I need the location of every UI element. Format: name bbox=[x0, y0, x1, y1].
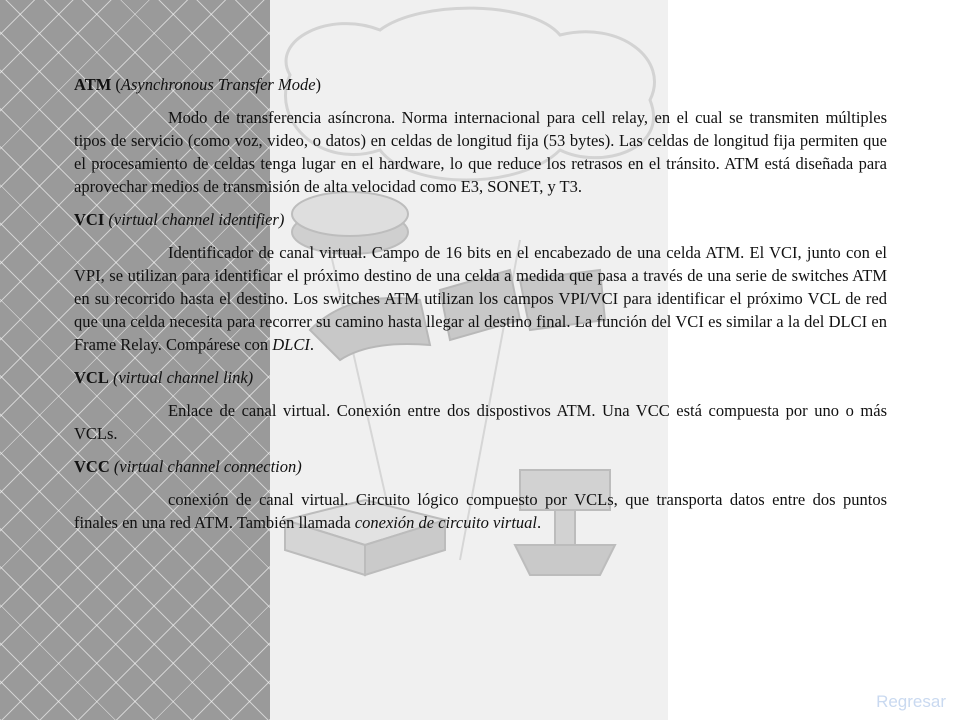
atm-paren-open: ( bbox=[111, 75, 121, 94]
vcc-definition-ref: conexión de circuito virtual bbox=[354, 513, 538, 532]
entry-atm-definition: Modo de transferencia asíncrona. Norma internacional para cell relay, en el cual se transmiten múltiples tipos de servicio (como voz, video, o datos) en celdas de longitud fija (53 bytes). Las celdas de longitud fija permiten que el procesamiento de celdas tenga lugar en el hardware, lo que reduce los retrasos en el tránsito. ATM está diseñada para aprovechar medios de transmisión de alta velocidad como E3, SONET, y T3. bbox=[74, 108, 887, 196]
entry-vcc-heading bbox=[74, 455, 887, 478]
term-vcl-expansion: (virtual channel link) bbox=[108, 368, 254, 387]
vci-definition-ref: DLCI bbox=[272, 335, 310, 354]
vci-definition-text: Identificador de canal virtual. Campo de 16 bits en el encabezado de una celda ATM. El VCI, junto con el VPI, se utilizan para identificar el próximo destino de una celda a medida que pasa a través de una serie de switches ATM en su recorrido hasta el destino. Los switches ATM utilizan los campos VPI/VCI para identificar el próximo VCL de red que una celda necesita para recorrer su camino hasta llegar al destino final. La función del VCI es similar a la del DLCI en Frame Relay. Compárese con bbox=[74, 243, 887, 354]
entry-vcl-definition: Enlace de canal virtual. Conexión entre dos dispostivos ATM. Una VCC está compuesta por uno o más VCLs. bbox=[74, 401, 887, 443]
term-vcc-expansion: (virtual channel connection) bbox=[109, 457, 302, 476]
term-atm-expansion: Asynchronous Transfer Mode bbox=[120, 75, 316, 94]
back-link[interactable]: Regresar bbox=[876, 692, 946, 711]
term-vci: VCI bbox=[74, 210, 105, 229]
term-vci-expansion: (virtual channel identifier) bbox=[104, 210, 285, 229]
entry-vcc-definition bbox=[74, 488, 887, 534]
vcc-definition-end: . bbox=[537, 513, 542, 532]
term-atm: ATM bbox=[74, 75, 112, 94]
entry-vci-heading bbox=[74, 208, 887, 231]
vci-definition-end: . bbox=[309, 335, 314, 354]
vcc-definition-text: conexión de canal virtual. Circuito lógico compuesto por VCLs, que transporta datos entre dos puntos finales en una red ATM. También llamada bbox=[74, 490, 887, 532]
entry-vcl-heading bbox=[74, 366, 887, 389]
entry-vci-definition bbox=[74, 241, 887, 356]
term-vcc: VCC bbox=[74, 457, 110, 476]
glossary-content bbox=[74, 73, 887, 544]
atm-paren-close: ) bbox=[315, 75, 322, 94]
term-vcl: VCL bbox=[74, 368, 109, 387]
entry-atm-heading bbox=[74, 73, 887, 96]
